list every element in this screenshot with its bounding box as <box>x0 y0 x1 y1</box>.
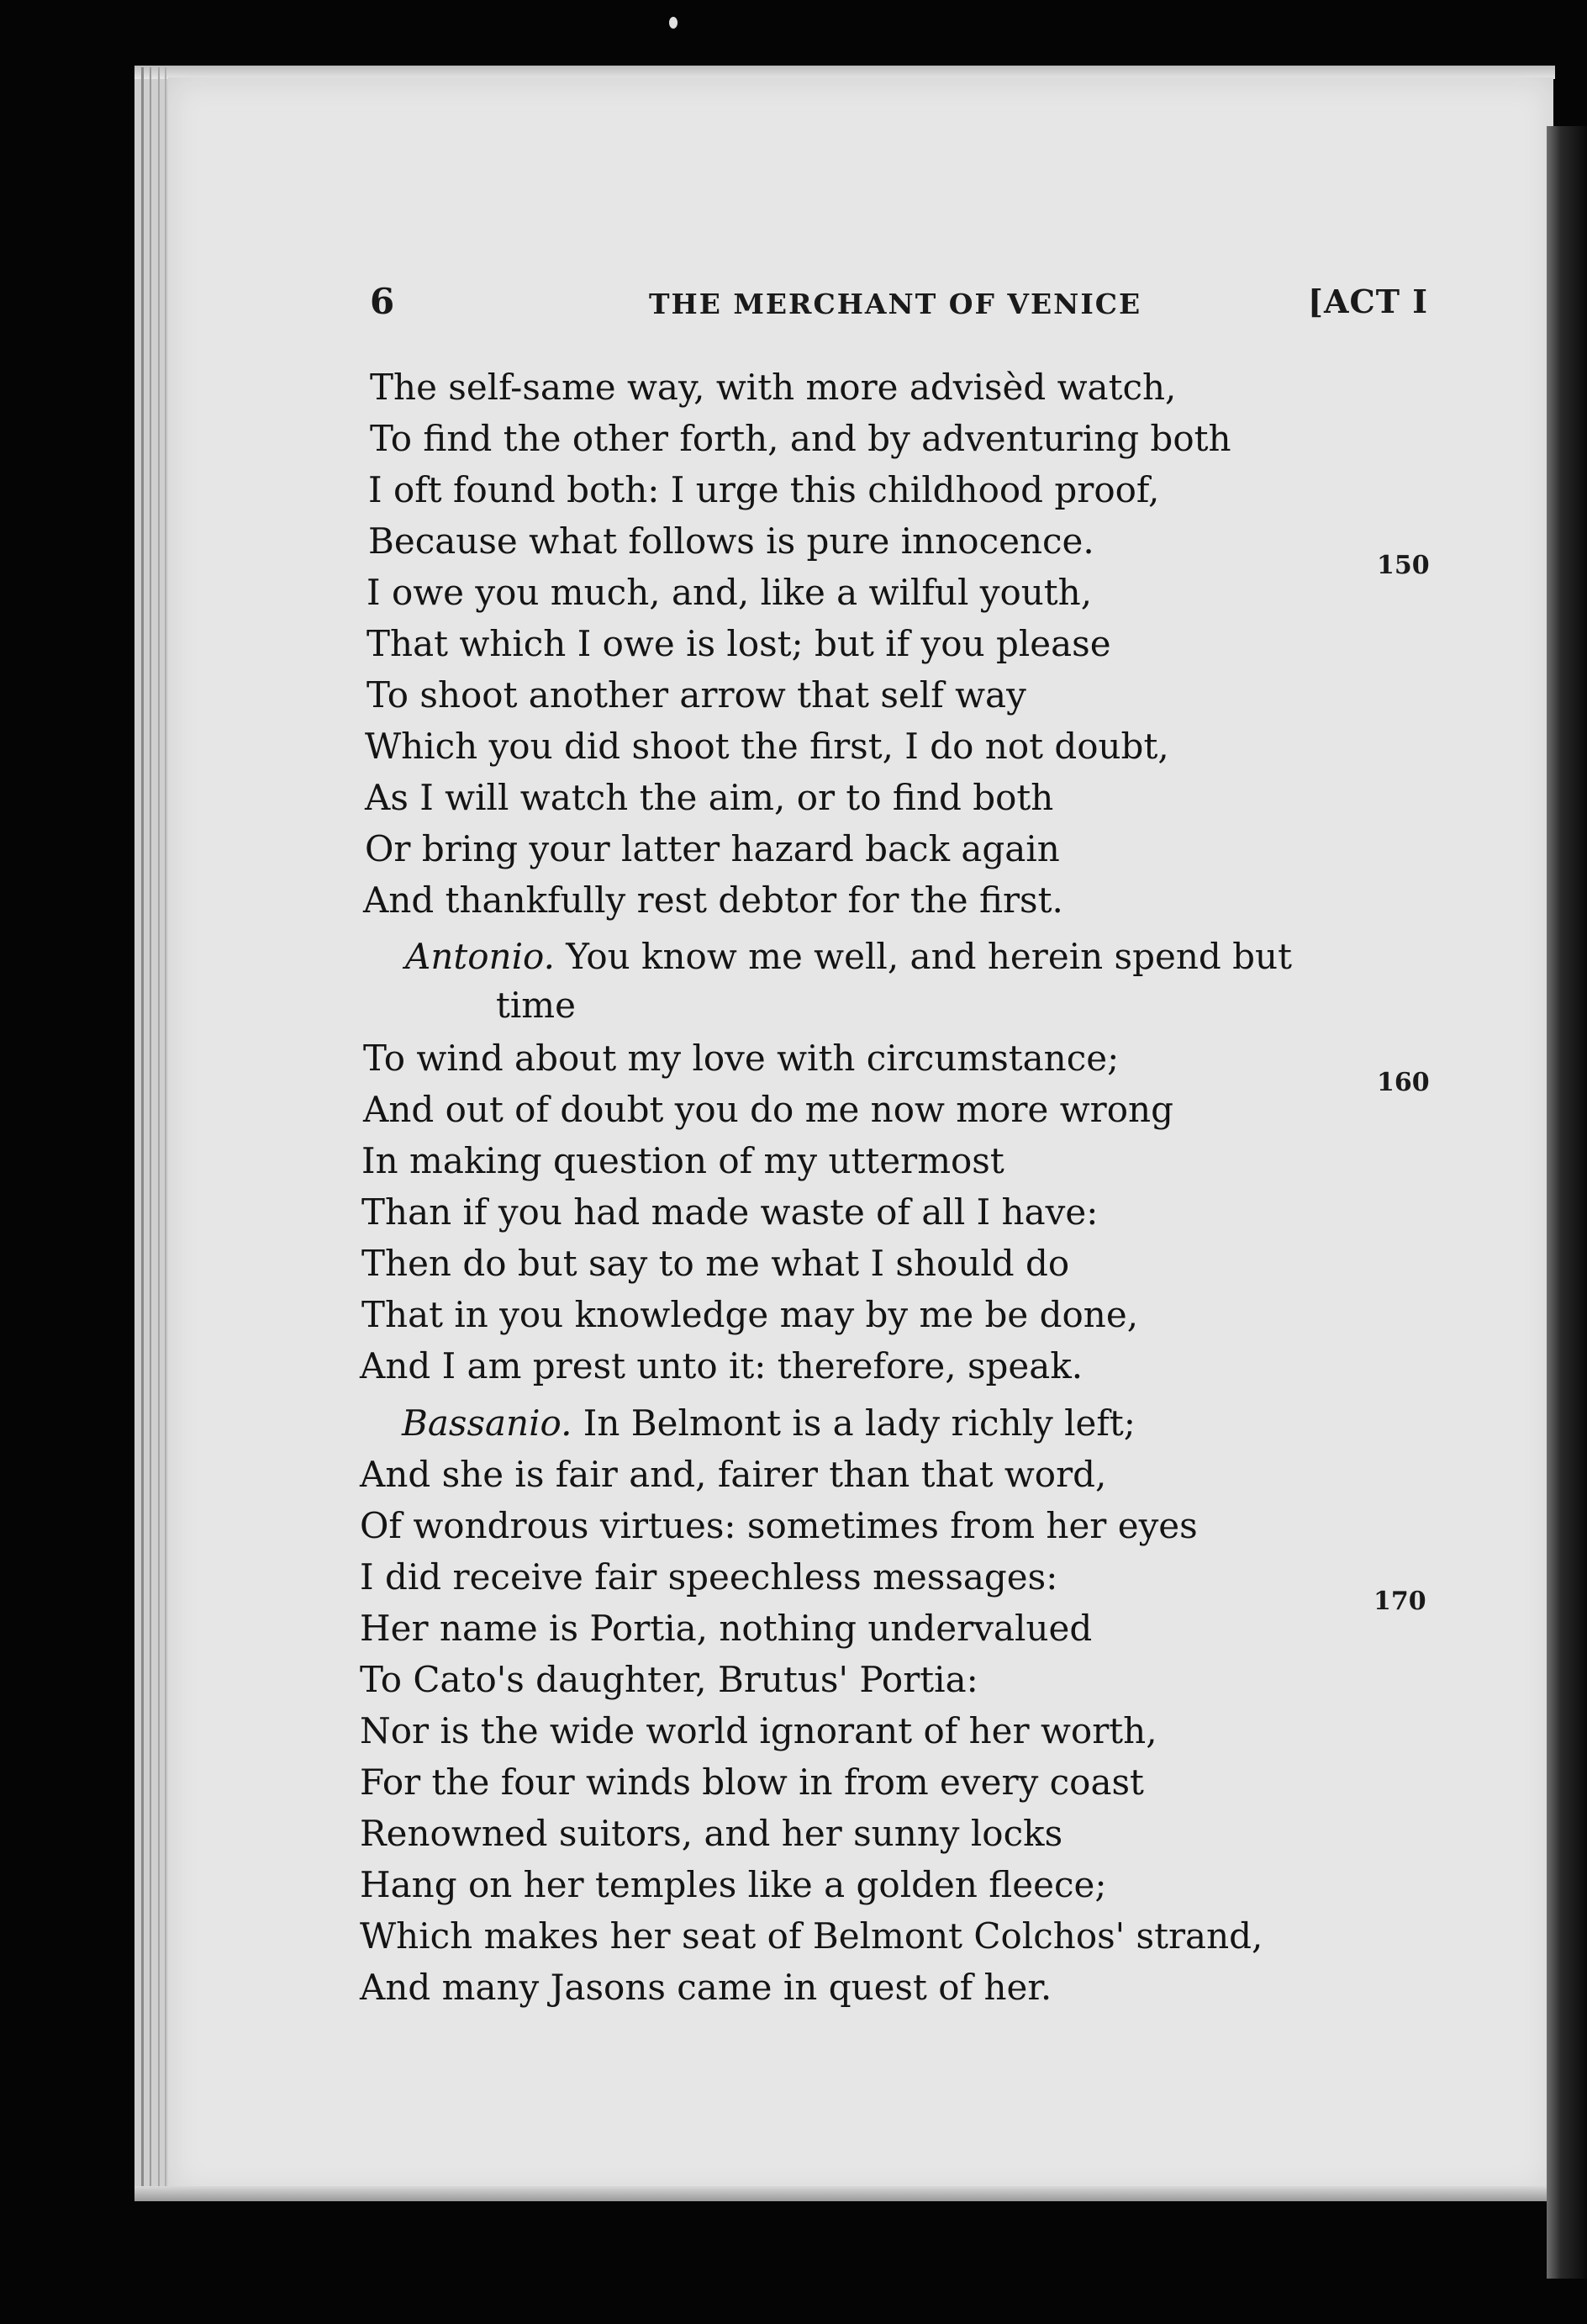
line-number: 150 <box>1377 551 1430 580</box>
verse-line: Than if you had made waste of all I have: <box>361 1191 1099 1233</box>
verse-line: To find the other forth, and by adventuring both <box>370 418 1231 459</box>
verse-line: To shoot another arrow that self way <box>366 674 1026 716</box>
verse-line: And I am prest unto it: therefore, speak. <box>360 1345 1083 1386</box>
verse-line-continuation: time <box>496 985 576 1026</box>
verse-line: For the four winds blow in from every coast <box>360 1761 1144 1803</box>
verse-line: That which I owe is lost; but if you please <box>366 623 1111 664</box>
verse-line: As I will watch the aim, or to find both <box>365 777 1054 818</box>
verse-line: To wind about my love with circumstance; <box>363 1038 1120 1079</box>
line-number: 170 <box>1373 1587 1426 1616</box>
verse-line: The self-same way, with more advisèd watch, <box>370 367 1177 408</box>
verse-line: Because what follows is pure innocence. <box>368 520 1094 562</box>
verse-line: Or bring your latter hazard back again <box>365 828 1060 869</box>
verse-line: To Cato's daughter, Brutus' Portia: <box>360 1659 978 1700</box>
speaker-name: Antonio. <box>405 936 555 977</box>
verse-line: I owe you much, and, like a wilful youth, <box>366 572 1093 613</box>
speech-opening-line <box>402 1400 1136 1447</box>
verse-line: Renowned suitors, and her sunny locks <box>360 1813 1063 1854</box>
speech-text: In Belmont is a lady richly left; <box>583 1402 1136 1444</box>
speech-opening-line <box>405 933 1292 980</box>
running-title: THE MERCHANT OF VENICE <box>649 288 1142 320</box>
verse-line: And many Jasons came in quest of her. <box>360 1967 1052 2008</box>
verse-line: And out of doubt you do me now more wrong <box>363 1089 1173 1130</box>
verse-line: Hang on her temples like a golden fleece; <box>360 1864 1107 1905</box>
speech-text: You know me well, and herein spend but <box>566 936 1292 977</box>
verse-line: Which you did shoot the first, I do not doubt, <box>365 726 1169 767</box>
line-number: 160 <box>1377 1068 1430 1097</box>
verse-line: And thankfully rest debtor for the first. <box>363 879 1063 921</box>
page-number: 6 <box>370 281 395 322</box>
verse-line: I oft found both: I urge this childhood proof, <box>368 469 1160 510</box>
verse-line: And she is fair and, fairer than that word, <box>360 1454 1107 1495</box>
verse-line: Of wondrous virtues: sometimes from her eyes <box>360 1505 1198 1546</box>
verse-line: Which makes her seat of Belmont Colchos' strand, <box>360 1915 1263 1957</box>
verse-line: Then do but say to me what I should do <box>361 1243 1070 1284</box>
verse-line: Nor is the wide world ignorant of her worth, <box>360 1710 1157 1751</box>
verse-line: I did receive fair speechless messages: <box>360 1556 1058 1598</box>
speaker-name: Bassanio. <box>402 1402 572 1444</box>
verse-line: In making question of my uttermost <box>361 1140 1004 1181</box>
act-marker: [ACT I <box>1308 283 1428 320</box>
verse-line: That in you knowledge may by me be done, <box>361 1294 1139 1335</box>
verse-line: Her name is Portia, nothing undervalued <box>360 1608 1093 1649</box>
